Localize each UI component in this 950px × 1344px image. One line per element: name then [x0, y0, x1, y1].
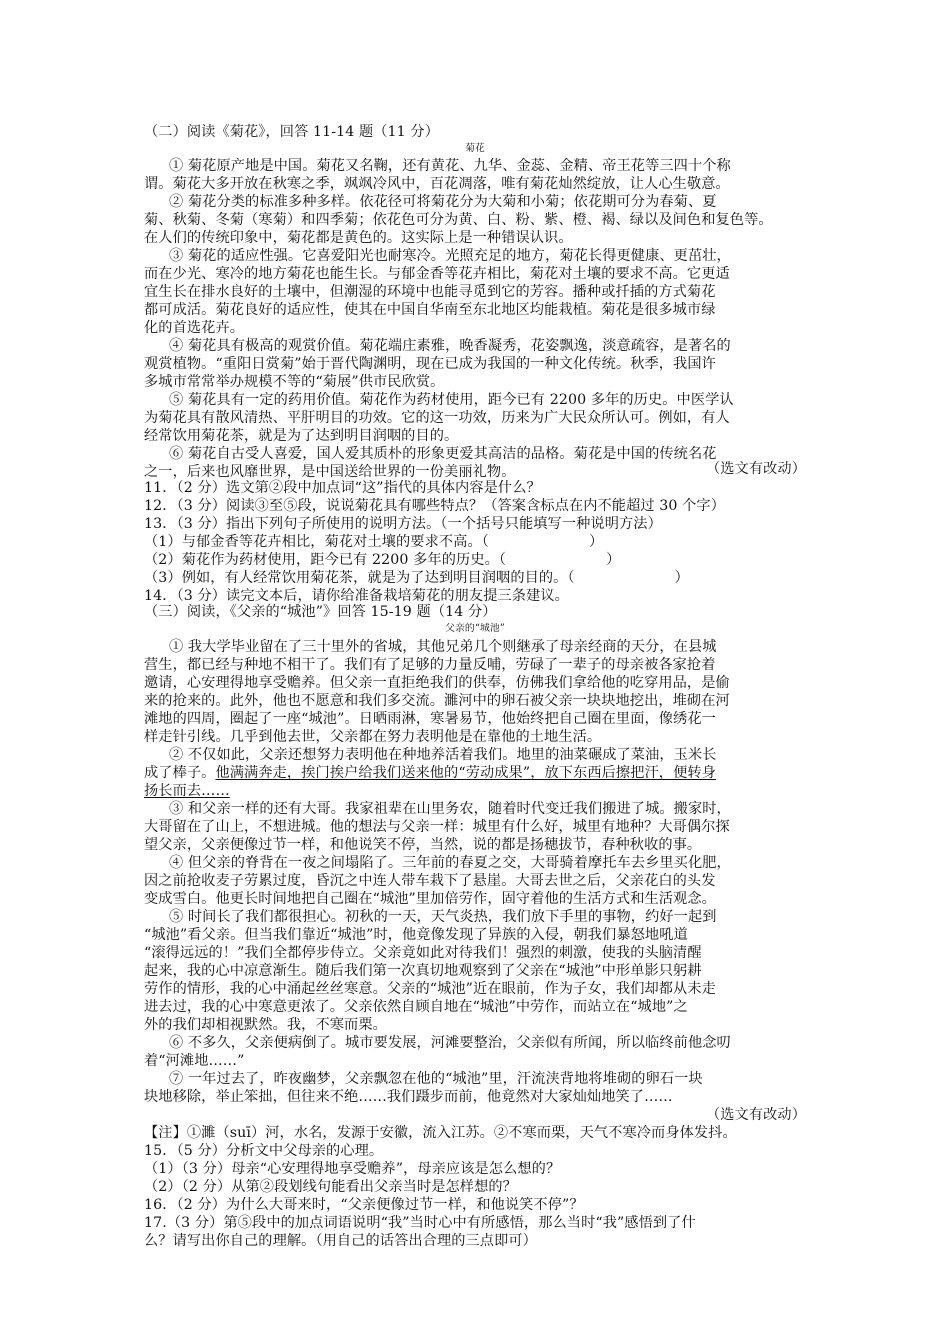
paragraph-line: 宜生长在排水良好的土壤中，但潮湿的环境中也能寻觅到它的芳容。播种或扦插的方式菊花 — [144, 284, 716, 300]
paragraph-line: ⑥ 不多久，父亲便病倒了。城市要发展，河滩要整治，父亲似有所闻，所以临终前他念叨 — [169, 1035, 731, 1051]
question-item: （3）例如，有人经常饮用菊花茶，就是为了达到明目润咽的目的。（ ） — [144, 570, 689, 586]
annotation-note: 【注】①濉（suī）河，水名，发源于安徽，流入江苏。②不寒而栗，天气不寒冷而身体发抖。 — [144, 1125, 737, 1141]
question-item: （2）（2 分）从第②段划线句能看出父亲当时是怎样想的？ — [144, 1179, 517, 1195]
question-item: （1）与郁金香等花卉相比，菊花对土壤的要求不高。（ ） — [144, 534, 604, 550]
paragraph-line: 多城市常常举办规模不等的“菊展”供市民欣赏。 — [144, 374, 445, 390]
question: 12．（3 分）阅读③至⑤段，说说菊花具有哪些特点？（答案含标点在内不能超过 30 个字） — [144, 498, 726, 514]
underlined-sentence: 扬长而去…… — [144, 783, 230, 799]
paragraph-line: 营生，都已经与种地不相干了。我们有了足够的力量反哺，劳碌了一辈子的母亲被各家抢着 — [144, 657, 716, 673]
paragraph-line: 因之前抢收麦子劳累过度，昏沉之中连人带车栽下了悬崖。大哥去世之后，父亲花白的头发 — [144, 873, 716, 889]
paragraph-line: 大哥留在了山上，不想进城。他的想法与父亲一样：城里有什么好，城里有地种？大哥偶尔探 — [144, 819, 730, 835]
paragraph-line: ⑥ 菊花自古受人喜爱，国人爱其质朴的形象更爱其高洁的品格。菊花是中国的传统名花 — [169, 446, 717, 462]
paragraph-line: 变成雪白。他更长时间地把自己圈在“城池”里加倍劳作，固守着他的生活方式和生活观念。 — [144, 891, 716, 907]
paragraph-line: ② 菊花分类的标准多种多样。依花径可将菊花分为大菊和小菊；依花期可分为春菊、夏 — [169, 194, 717, 210]
question: 13．（3 分）指出下列句子所使用的说明方法。（一个括号只能填写一种说明方法） — [144, 516, 662, 532]
paragraph-line: 进去过，我的心中寒意更浓了。父亲依然自顾自地在“城池”中劳作，而站立在“城地”之 — [144, 999, 688, 1015]
paragraph-line: 化的首选花卉。 — [144, 320, 245, 336]
paragraph-line: ⑤ 菊花具有一定的药用价值。菊花作为药材使用，距今已有 2200 多年的历史。中医学认 — [169, 392, 734, 408]
question: 15．（5 分）分析文中父母亲的心理。 — [144, 1143, 384, 1159]
paragraph-line: ⑦ 一年过去了，昨夜幽梦，父亲飘忽在他的“城池”里，汗流浃背地将堆砌的卵石一块 — [169, 1071, 703, 1087]
question: 14．（3 分）读完文本后，请你给准备栽培菊花的朋友提三条建议。 — [144, 588, 569, 604]
paragraph-line: 谓。菊花大多开放在秋寒之季，飒飒冷风中，百花凋落，唯有菊花灿然绽放，让人心生敬意。 — [144, 176, 730, 192]
paragraph-line: 邀请，心安理得地享受赡养。但父亲一直拒绝我们的供奉，仿佛我们拿给他的吃穿用品，是偷 — [144, 675, 730, 691]
question-item: （2）菊花作为药材使用，距今已有 2200 多年的历史。（ ） — [144, 552, 621, 568]
paragraph-line: 来的抢来的。此外，他也不愿意和我们多交流。濉河中的卵石被父亲一块块地挖出，堆砌在河 — [144, 693, 730, 709]
paragraph-line: “滚得远远的！”我们全都停步侍立。父亲竟如此对待我们！强烈的刺激，使我的头脑清醒 — [144, 945, 702, 961]
paragraph-line: 块地移除，举止笨拙，但往来不绝……我们蹑步而前，他竟然对大家灿灿地笑了…… — [144, 1089, 673, 1105]
paragraph-line: 在人们的传统印象中，菊花都是黄色的。这实际上是一种错误认识。 — [144, 230, 573, 246]
section-header: （二）阅读《菊花》，回答 11-14 题（11 分） — [144, 124, 439, 140]
paragraph-line: 外的我们却相视默然。我，不寒而栗。 — [144, 1017, 387, 1033]
question: 16．（2 分）为什么大哥来时，“父亲便像过节一样，和他说笑不停”？ — [144, 1197, 584, 1213]
paragraph-line: ④ 菊花具有极高的观赏价值。菊花端庄素雅，晚香凝秀，花姿飘逸，淡意疏容，是著名的 — [169, 338, 731, 354]
paragraph-line: ③ 菊花的适应性强。它喜爱阳光也耐寒冷。光照充足的地方，菊花长得更健康、更茁壮， — [169, 248, 731, 264]
passage-title: 父亲的“城池” — [445, 623, 505, 634]
question: 么？请写出你自己的理解。（用自己的话答出合理的三点即可） — [144, 1233, 537, 1249]
paragraph-line: 样走针引线。几乎到他去世，父亲都在努力表明他是在靠他的土地生活。 — [144, 729, 602, 745]
paragraph-line: 劳作的情形，我的心中涌起丝丝寒意。父亲的“城池”近在眼前，作为子女，我们却都从未走 — [144, 981, 716, 997]
paragraph-line: 经常饮用菊花茶，就是为了达到明目润咽的目的。 — [144, 428, 459, 444]
paragraph-line — [144, 764, 716, 782]
paragraph-line: 滩地的四周，圈起了一座“城池”。日晒雨淋，寒暑易节，他始终把自己圈在里面，像绣花一 — [144, 711, 716, 727]
question: 11．（2 分）选文第②段中加点词“这”指代的具体内容是什么？ — [144, 480, 541, 496]
paragraph-line: “城池”看父亲。但当我们靠近“城池”时，他竟像发现了异族的入侵，朝我们暴怒地吼道 — [144, 927, 688, 943]
paragraph-line: 之一，后来也风靡世界，是中国送给世界的一份美丽礼物。 — [144, 464, 516, 480]
paragraph-line: ④ 但父亲的脊背在一夜之间塌陷了。三年前的春夏之交，大哥骑着摩托车去乡里买化肥， — [169, 855, 731, 871]
paragraph-line: 菊、秋菊、冬菊（寒菊）和四季菊；依花色可分为黄、白、粉、紫、橙、褐、绿以及间色和复色等。 — [144, 212, 773, 228]
underlined-sentence: 他满满奔走，挨门挨户给我们送来他的“劳动成果”，放下东西后擦把汗，便转身 — [215, 765, 716, 781]
paragraph-line: 起来，我的心中凉意渐生。随后我们第一次真切地观察到了父亲在“城池”中形单影只躬耕 — [144, 963, 702, 979]
paragraph-line: ② 不仅如此，父亲还想努力表明他在种地养活着我们。地里的油菜碾成了菜油，玉米长 — [169, 747, 717, 763]
paragraph-line: 观赏植物。“重阳日赏菊”始于晋代陶渊明，现在已成为我国的一种文化传统。秋季，我国许 — [144, 356, 716, 372]
question-item: （1）（3 分）母亲“心安理得地享受赡养”，母亲应该是怎么想的？ — [144, 1161, 561, 1177]
paragraph-line: 而在少光、寒冷的地方菊花也能生长。与郁金香等花卉相比，菊花对土壤的要求不高。它更适 — [144, 266, 730, 282]
paragraph-line: 为菊花具有散风清热、平肝明目的功效。它的这一功效，历来为广大民众所认可。例如，有人 — [144, 410, 730, 426]
section-header: （三）阅读，《父亲的“城池”》回答 15-19 题（14 分） — [144, 604, 497, 620]
paragraph-line: 望父亲，父亲便像过节一样，和他说笑不停，当然，说的都是扬穗拔节，春种秋收的事。 — [144, 837, 702, 853]
source-note: （选文有改动） — [705, 461, 806, 477]
passage-title: 菊花 — [465, 143, 485, 154]
paragraph-line: 都可成活。菊花良好的适应性，使其在中国自华南至东北地区均能栽植。菊花是很多城市绿 — [144, 302, 716, 318]
paragraph-line: ① 菊花原产地是中国。菊花又名鞠，还有黄花、九华、金蕊、金精、帝王花等三四十个称 — [169, 158, 731, 174]
source-note: （选文有改动） — [705, 1107, 806, 1123]
paragraph-line: 着“河滩地……” — [144, 1053, 245, 1069]
paragraph-text: 成了棒子。 — [144, 765, 216, 781]
question: 17.（3 分）第⑤段中的加点词语说明“我”当时心中有所感悟，那么当时“我”感悟到了什 — [144, 1215, 696, 1231]
paragraph-line: ① 我大学毕业留在了三十里外的省城，其他兄弟几个则継承了母亲经商的天分，在县城 — [169, 639, 717, 655]
paragraph-line: ③ 和父亲一样的还有大哥。我家祖辈在山里务农，随着时代变迁我们搬进了城。搬家时， — [169, 801, 731, 817]
paragraph-line: ⑤ 时间长了我们都很担心。初秋的一天，天气炎热，我们放下手里的事物，约好一起到 — [169, 909, 717, 925]
